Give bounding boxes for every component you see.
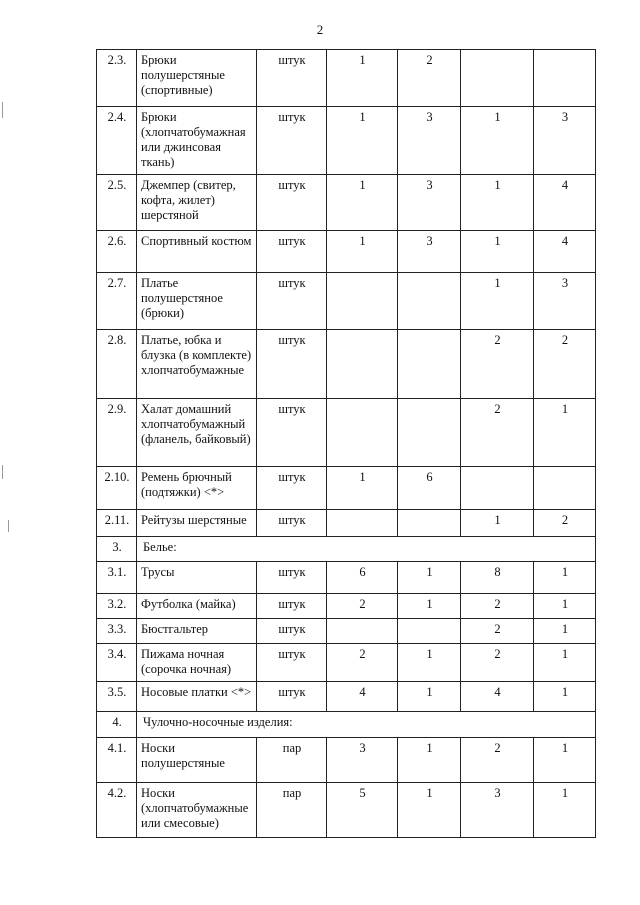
item-value-4: 1: [534, 783, 596, 838]
item-value-2: 1: [398, 682, 461, 712]
item-number: 2.3.: [97, 50, 137, 107]
table-row: [97, 107, 596, 175]
item-value-2: 2: [398, 50, 461, 107]
item-number: 2.5.: [97, 175, 137, 231]
table-body: [97, 50, 596, 838]
item-value-3: [461, 50, 534, 107]
item-value-3: 1: [461, 510, 534, 537]
item-number: 4.2.: [97, 783, 137, 838]
item-value-3: 2: [461, 738, 534, 783]
item-value-1: 2: [327, 644, 398, 682]
item-value-1: 1: [327, 467, 398, 510]
item-value-1: 6: [327, 562, 398, 594]
item-value-1: 1: [327, 231, 398, 273]
item-value-4: 1: [534, 399, 596, 467]
item-value-4: 3: [534, 273, 596, 330]
item-value-2: [398, 273, 461, 330]
item-value-1: 4: [327, 682, 398, 712]
table-row: [97, 399, 596, 467]
item-value-1: 1: [327, 175, 398, 231]
item-value-2: 1: [398, 594, 461, 619]
table-row: [97, 594, 596, 619]
item-value-4: 1: [534, 594, 596, 619]
table-row: [97, 738, 596, 783]
item-number: 2.11.: [97, 510, 137, 537]
item-value-4: 3: [534, 107, 596, 175]
item-name: Халат домашний хлопчатобумажный (фланель, байковый): [137, 399, 257, 467]
item-value-4: 1: [534, 562, 596, 594]
item-value-3: 3: [461, 783, 534, 838]
item-value-2: 1: [398, 644, 461, 682]
item-value-2: [398, 510, 461, 537]
item-unit: штук: [257, 107, 327, 175]
table-row: [97, 562, 596, 594]
item-value-3: 2: [461, 594, 534, 619]
item-value-1: 2: [327, 594, 398, 619]
item-value-2: 3: [398, 175, 461, 231]
item-name: Трусы: [137, 562, 257, 594]
item-number: 2.8.: [97, 330, 137, 399]
item-value-3: 8: [461, 562, 534, 594]
item-name: Брюки полушерстяные (спортивные): [137, 50, 257, 107]
section-number: 4.: [97, 712, 137, 738]
item-value-2: [398, 330, 461, 399]
item-unit: штук: [257, 175, 327, 231]
item-value-3: 2: [461, 330, 534, 399]
item-unit: штук: [257, 510, 327, 537]
table-row: [97, 783, 596, 838]
section-number: 3.: [97, 537, 137, 562]
item-value-4: 1: [534, 682, 596, 712]
item-unit: штук: [257, 682, 327, 712]
item-value-1: 5: [327, 783, 398, 838]
item-value-2: 3: [398, 231, 461, 273]
item-value-3: 2: [461, 619, 534, 644]
item-value-3: [461, 467, 534, 510]
item-number: 2.6.: [97, 231, 137, 273]
item-value-1: 1: [327, 107, 398, 175]
table-row: [97, 682, 596, 712]
item-number: 2.9.: [97, 399, 137, 467]
item-name: Носки (хлопчатобумажные или смесовые): [137, 783, 257, 838]
section-title: Чулочно-носочные изделия:: [137, 712, 596, 738]
item-value-1: [327, 510, 398, 537]
item-value-2: [398, 619, 461, 644]
section-row: [97, 712, 596, 738]
table-row: [97, 231, 596, 273]
item-value-1: [327, 619, 398, 644]
item-number: 3.1.: [97, 562, 137, 594]
item-unit: пар: [257, 783, 327, 838]
item-unit: штук: [257, 273, 327, 330]
item-name: Рейтузы шерстяные: [137, 510, 257, 537]
item-name: Платье полушерстяное (брюки): [137, 273, 257, 330]
item-number: 3.3.: [97, 619, 137, 644]
item-value-4: [534, 467, 596, 510]
item-number: 3.2.: [97, 594, 137, 619]
item-unit: штук: [257, 467, 327, 510]
item-value-2: 6: [398, 467, 461, 510]
item-unit: пар: [257, 738, 327, 783]
item-name: Носки полушерстяные: [137, 738, 257, 783]
item-value-4: 4: [534, 175, 596, 231]
item-unit: штук: [257, 594, 327, 619]
item-name: Брюки (хлопчатобумажная или джинсовая ткань): [137, 107, 257, 175]
item-value-1: 3: [327, 738, 398, 783]
item-number: 2.4.: [97, 107, 137, 175]
section-title: Белье:: [137, 537, 596, 562]
section-row: [97, 537, 596, 562]
table-row: [97, 619, 596, 644]
item-number: 3.5.: [97, 682, 137, 712]
scan-mark: [2, 102, 3, 118]
item-name: Ремень брючный (подтяжки) <*>: [137, 467, 257, 510]
item-unit: штук: [257, 231, 327, 273]
table-row: [97, 273, 596, 330]
item-value-3: 1: [461, 175, 534, 231]
item-name: Футболка (майка): [137, 594, 257, 619]
table-row: [97, 467, 596, 510]
item-unit: штук: [257, 399, 327, 467]
item-number: 3.4.: [97, 644, 137, 682]
item-unit: штук: [257, 562, 327, 594]
item-unit: штук: [257, 644, 327, 682]
table-row: [97, 175, 596, 231]
item-value-3: 2: [461, 399, 534, 467]
item-value-3: 2: [461, 644, 534, 682]
item-number: 2.7.: [97, 273, 137, 330]
item-value-1: 1: [327, 50, 398, 107]
item-value-4: 2: [534, 510, 596, 537]
item-value-3: 4: [461, 682, 534, 712]
item-value-4: 1: [534, 619, 596, 644]
scan-mark: [2, 465, 3, 479]
item-value-2: 1: [398, 783, 461, 838]
table-row: [97, 644, 596, 682]
item-value-3: 1: [461, 273, 534, 330]
item-value-1: [327, 399, 398, 467]
item-name: Спортивный костюм: [137, 231, 257, 273]
item-unit: штук: [257, 50, 327, 107]
item-unit: штук: [257, 330, 327, 399]
item-value-2: [398, 399, 461, 467]
item-value-2: 3: [398, 107, 461, 175]
item-value-4: 1: [534, 738, 596, 783]
item-name: Платье, юбка и блузка (в комплекте) хлопчатобумажные: [137, 330, 257, 399]
item-number: 2.10.: [97, 467, 137, 510]
item-value-1: [327, 330, 398, 399]
item-value-2: 1: [398, 738, 461, 783]
item-name: Носовые платки <*>: [137, 682, 257, 712]
item-number: 4.1.: [97, 738, 137, 783]
item-unit: штук: [257, 619, 327, 644]
scan-mark: [8, 520, 9, 532]
item-value-4: 1: [534, 644, 596, 682]
item-name: Бюстгальтер: [137, 619, 257, 644]
item-value-3: 1: [461, 107, 534, 175]
item-value-1: [327, 273, 398, 330]
norms-table: [96, 49, 596, 838]
item-value-3: 1: [461, 231, 534, 273]
page-number: 2: [316, 22, 324, 37]
table-row: [97, 330, 596, 399]
item-value-4: 2: [534, 330, 596, 399]
item-value-4: [534, 50, 596, 107]
item-name: Пижама ночная (сорочка ночная): [137, 644, 257, 682]
item-value-2: 1: [398, 562, 461, 594]
item-name: Джемпер (свитер, кофта, жилет) шерстяной: [137, 175, 257, 231]
table-row: [97, 50, 596, 107]
item-value-4: 4: [534, 231, 596, 273]
table-row: [97, 510, 596, 537]
